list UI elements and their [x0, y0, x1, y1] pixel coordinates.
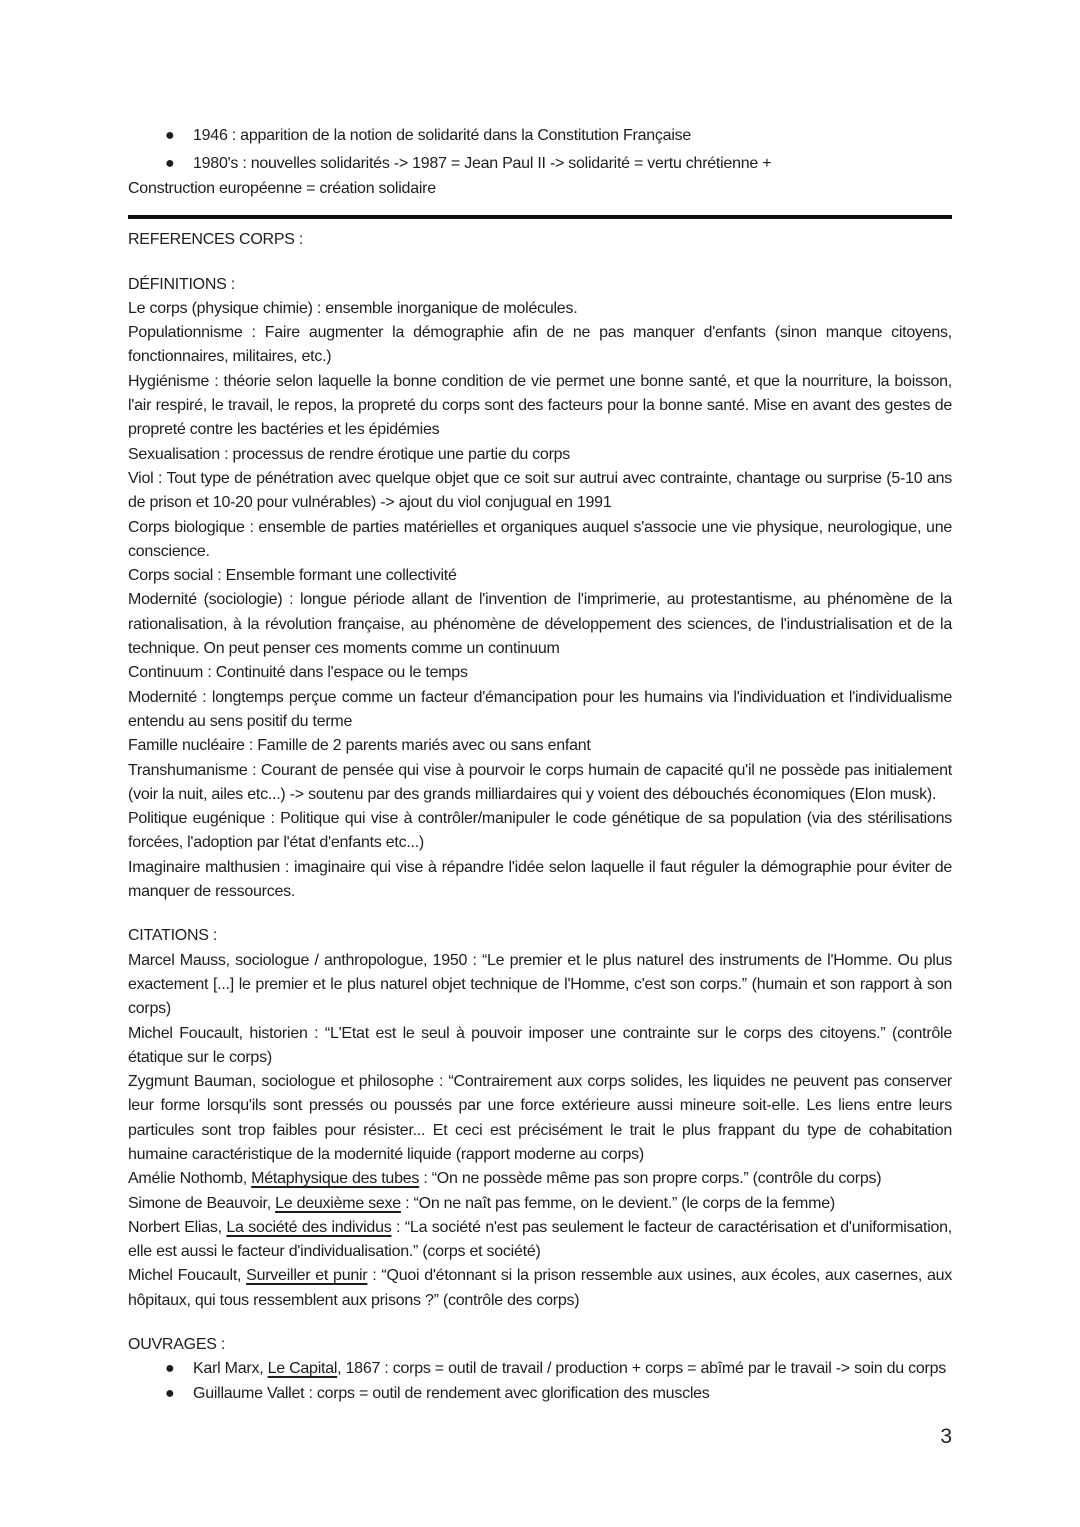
citation-text: Norbert Elias,	[128, 1218, 227, 1236]
citation-text: : “La société n'est pas seulement le facteur de caractérisation et d'uniformisation, elle est aussi le facteur d'individualisation.” (corps et société)	[128, 1218, 952, 1261]
definition-item: Le corps (physique chimie) : ensemble inorganique de molécules.	[128, 299, 578, 317]
definition-item: Viol : Tout type de pénétration avec quelque objet que ce soit sur autrui avec contrainte, chantage ou surprise (5-10 ans de prison et 10-20 pour vulnérables) -> ajout du viol conjugual en 1991	[128, 469, 952, 512]
definitions-heading: DÉFINITIONS :	[128, 275, 235, 293]
citation-item	[128, 1216, 952, 1265]
citation-text: Michel Foucault, historien : “L'Etat est le seul à pouvoir imposer une contrainte sur le corps des citoyens.” (contrôle étatique sur le corps)	[128, 1024, 952, 1066]
bullet-icon: ●︎	[165, 154, 175, 172]
citation-book-title: Le deuxième sexe	[275, 1194, 401, 1212]
definition-item: Corps social : Ensemble formant une collectivité	[128, 567, 457, 585]
definition-item: Modernité (sociologie) : longue période allant de l'invention de l'imprimerie, au protestantisme, au phénomène de la rationalisation, à la révolution française, au phénomène de développement des sciences, de l'industrialisation et de la technique. On peut penser ces moments comme un continuum	[128, 591, 952, 658]
definition-item: Sexualisation : processus de rendre érotique une partie du corps	[128, 445, 571, 463]
ouvrage-book-title: Le Capital	[267, 1360, 338, 1378]
citation-text: Michel Foucault,	[128, 1267, 247, 1285]
bullet-item	[128, 1382, 952, 1406]
ouvrages-bullet-list	[128, 1357, 952, 1406]
citation-text: : “On ne naît pas femme, on le devient.” (le corps de la femme)	[400, 1194, 835, 1212]
citation-book-title: Surveiller et punir	[246, 1267, 368, 1285]
definition-item: Famille nucléaire : Famille de 2 parents mariés avec ou sans enfant	[128, 737, 591, 755]
page-content	[128, 122, 952, 1406]
definition-item: Hygiénisme : théorie selon laquelle la bonne condition de vie permet une bonne santé, et que la nourriture, la boisson, l'air respiré, le travail, le repos, la propreté du corps sont des facteurs pour la bonne santé. Mise en avant des gestes de propreté contre les bactéries et les épidémies	[128, 372, 952, 439]
citation-text: Amélie Nothomb,	[128, 1170, 252, 1188]
citation-item	[128, 949, 952, 1022]
citation-text: Simone de Beauvoir,	[128, 1194, 276, 1212]
bullet-item	[128, 1357, 952, 1381]
ouvrages-heading: OUVRAGES :	[128, 1336, 226, 1354]
citation-item	[128, 1167, 952, 1191]
bullet-icon: ●︎	[165, 127, 175, 144]
definition-item: Politique eugénique : Politique qui vise à contrôler/manipuler le code génétique de sa population (via des stérilisations forcées, l'adoption par l'état d'enfants etc...)	[128, 810, 952, 852]
citation-book-title: Métaphysique des tubes	[251, 1170, 420, 1188]
citation-item	[128, 1070, 952, 1167]
citation-item	[128, 1264, 952, 1313]
definition-item: Populationnisme : Faire augmenter la démographie afin de ne pas manquer d'enfants (sinon manque citoyens, fonctionnaires, militaires, etc.)	[128, 324, 952, 366]
ouvrage-text: Guillaume Vallet : corps = outil de rendement avec glorification des muscles	[193, 1384, 710, 1402]
definition-item: Imaginaire malthusien : imaginaire qui vise à répandre l'idée selon laquelle il faut réguler la démographie pour éviter de manquer de ressources.	[128, 858, 952, 901]
bullet-text: 1946 : apparition de la notion de solidarité dans la Constitution Française	[193, 127, 692, 144]
page-number: 3	[940, 1425, 952, 1448]
citation-text: Zygmunt Bauman, sociologue et philosophe : “Contrairement aux corps solides, les liquides ne peuvent pas conserver leur forme lorsqu'ils sont pressés ou poussés par une force extérieure aussi mineure soit-elle. Les liens entre leurs particules sont trop faibles pour résister... Et ceci est précisément le trait le plus frappant du type de cohabitation humaine caractéristique de la modernité liquide (rapport moderne au corps)	[128, 1073, 952, 1163]
definition-item: Corps biologique : ensemble de parties matérielles et organiques auquel s'associe une vie physique, neurologique, une conscience.	[128, 518, 952, 560]
citation-text: Marcel Mauss, sociologue / anthropologue, 1950 : “Le premier et le plus naturel des instruments de l'Homme. Ou plus exactement [...] le premier et le plus naturel objet technique de l'Homme, c'est son corps.” (humain et son rapport à son corps)	[128, 951, 952, 1018]
citation-book-title: La société des individus	[226, 1218, 392, 1236]
definition-item: Continuum : Continuité dans l'espace ou le temps	[128, 664, 468, 682]
section-divider	[128, 215, 952, 219]
citation-item	[128, 1022, 952, 1071]
ouvrage-text: , 1867 : corps = outil de travail / production + corps = abîmé par le travail -> soin du corps	[337, 1360, 946, 1378]
bullet-item	[128, 122, 952, 150]
intro-bullet-list	[128, 122, 952, 177]
bullet-item	[128, 150, 952, 178]
citation-text: : “On ne possède même pas son propre corps.” (contrôle du corps)	[419, 1170, 882, 1188]
bullet-icon: ●︎	[165, 1360, 175, 1378]
bullet-icon: ●︎	[165, 1384, 175, 1402]
citations-heading: CITATIONS :	[128, 927, 218, 945]
citation-item	[128, 1192, 952, 1216]
intro-continuation: Construction européenne = création solidaire	[128, 180, 436, 197]
definition-item: Modernité : longtemps perçue comme un facteur d'émancipation pour les humains via l'individuation et l'individualisme entendu au sens positif du terme	[128, 688, 952, 730]
bullet-text: 1980's : nouvelles solidarités -> 1987 = Jean Paul II -> solidarité = vertu chrétienne +	[193, 154, 772, 172]
citation-text: : “Quoi d'étonnant si la prison ressemble aux usines, aux écoles, aux casernes, aux hôpitaux, qui tous ressemblent aux prisons ?” (contrôle des corps)	[128, 1267, 953, 1309]
ouvrage-text: Karl Marx,	[193, 1360, 268, 1378]
definition-item: Transhumanisme : Courant de pensée qui vise à pourvoir le corps humain de capacité qu'il ne possède pas initialement (voir la nuit, ailes etc...) -> soutenu par des grands milliardaires qui y voient des débouchés économiques (Elon musk).	[128, 761, 952, 803]
references-heading: REFERENCES CORPS :	[128, 231, 304, 249]
